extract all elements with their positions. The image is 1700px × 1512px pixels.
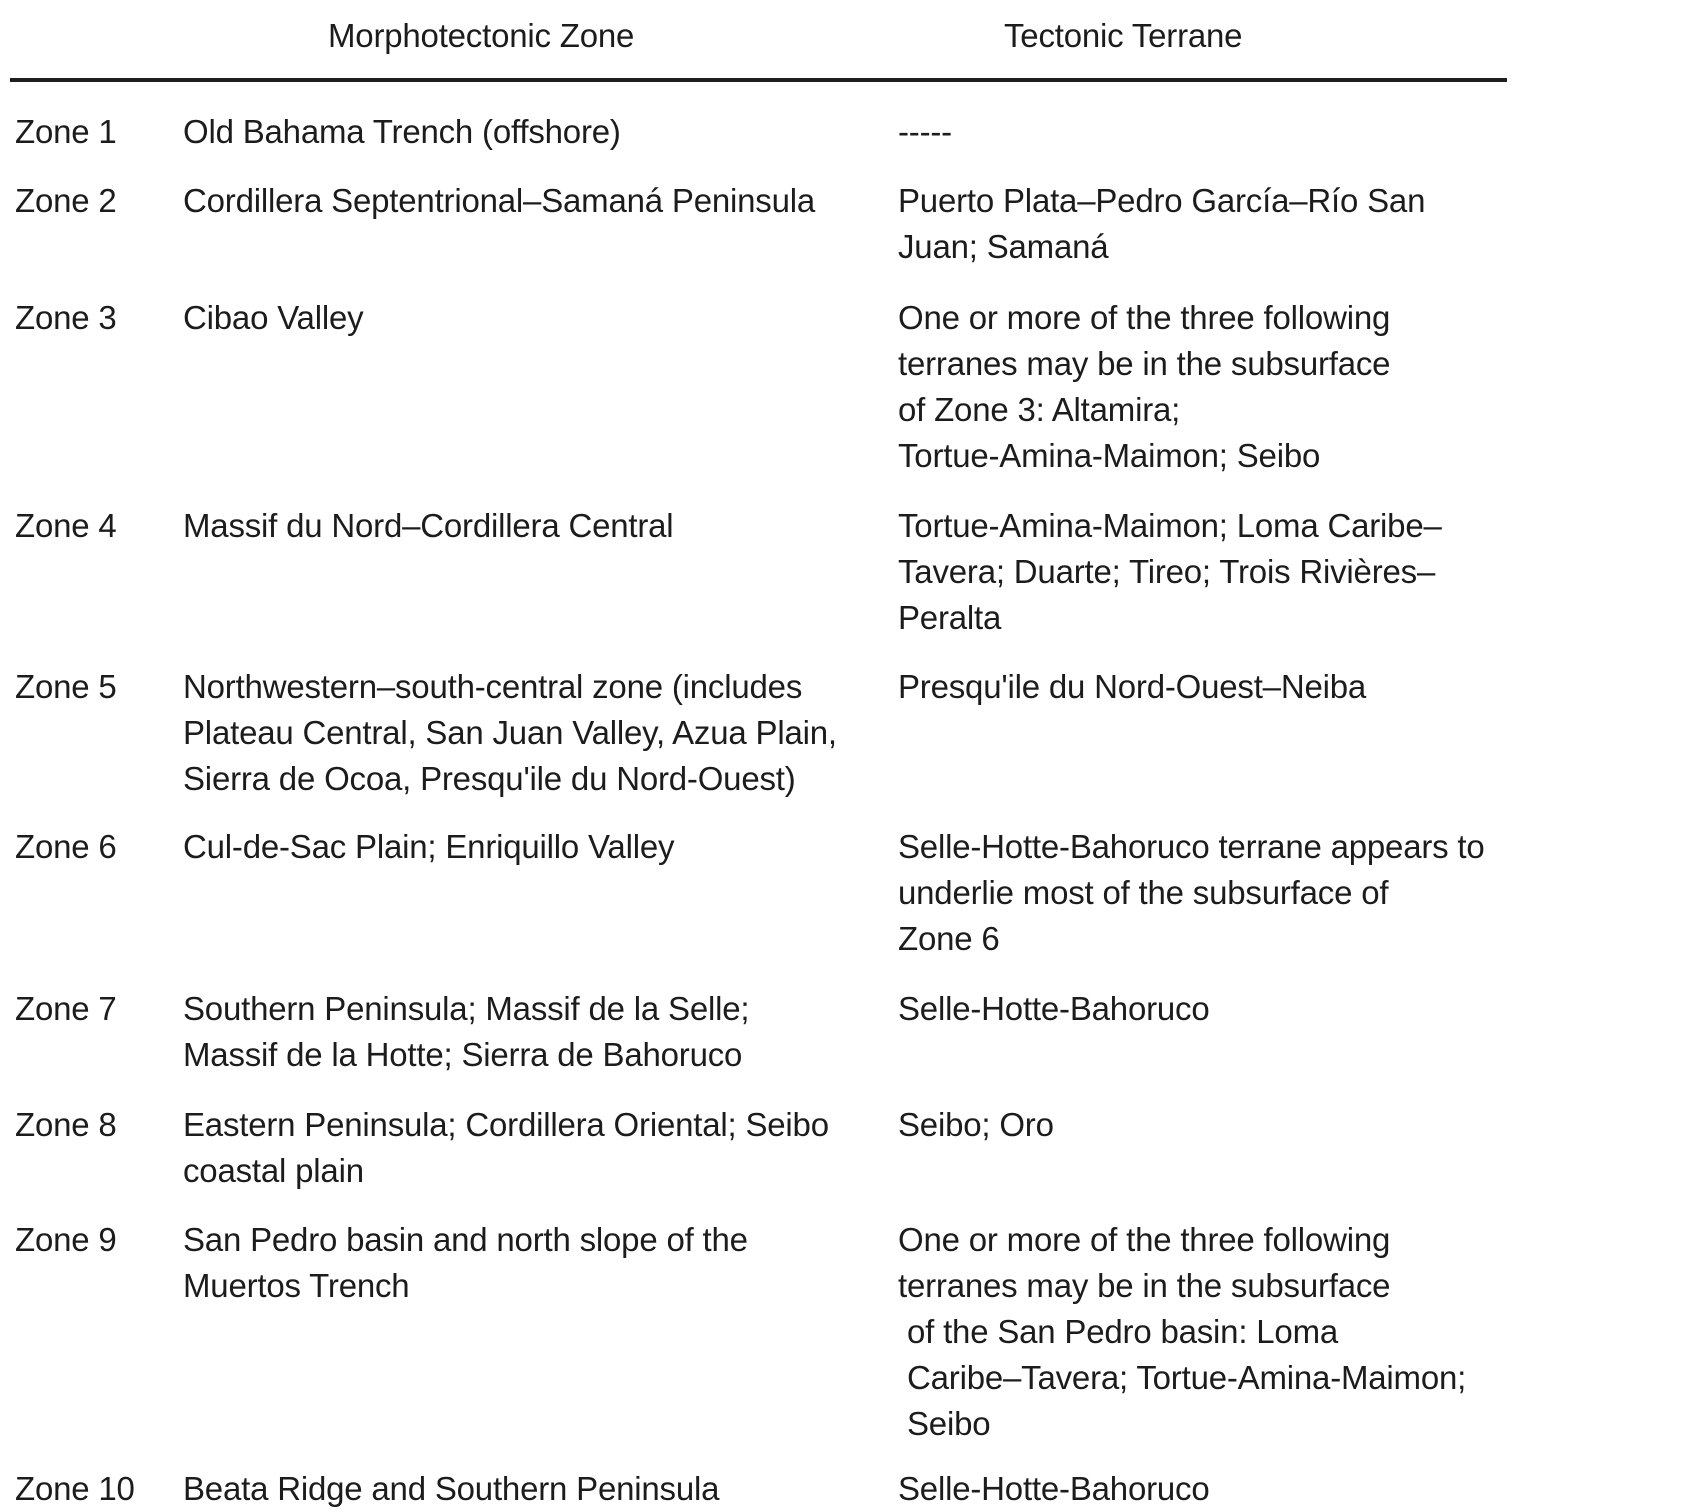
morphotectonic-zone-cell — [183, 1217, 748, 1309]
morphotectonic-zone-cell — [183, 503, 673, 549]
morphotectonic-zone-cell — [183, 664, 837, 802]
tectonic-terrane-cell — [898, 1217, 1466, 1447]
cell-line: Tortue-Amina-Maimon; Seibo — [898, 437, 1321, 474]
tectonic-terrane-cell — [898, 503, 1442, 641]
cell-line: of the San Pedro basin: Loma — [907, 1313, 1339, 1350]
zone-label: Zone 8 — [15, 1106, 117, 1143]
cell-line: Cordillera Septentrional–Samaná Peninsula — [183, 182, 816, 219]
zone-label: Zone 6 — [15, 828, 117, 865]
cell-line: Cul-de-Sac Plain; Enriquillo Valley — [183, 828, 675, 865]
cell-line: terranes may be in the subsurface — [898, 345, 1391, 382]
table-header-morphotectonic-zone: Morphotectonic Zone — [328, 17, 635, 54]
zone-label: Zone 5 — [15, 668, 117, 705]
cell-line: One or more of the three following — [898, 1221, 1391, 1258]
cell-line: Juan; Samaná — [898, 228, 1109, 265]
zone-label: Zone 7 — [15, 990, 117, 1027]
morphotectonic-zone-cell — [183, 1102, 829, 1194]
cell-line: Seibo; Oro — [898, 1106, 1054, 1143]
cell-line: Northwestern–south-central zone (includes — [183, 668, 803, 705]
zone-label: Zone 1 — [15, 113, 117, 150]
cell-line: Eastern Peninsula; Cordillera Oriental; Seibo — [183, 1106, 829, 1143]
cell-line: Caribe–Tavera; Tortue-Amina-Maimon; — [907, 1359, 1467, 1396]
cell-line: of Zone 3: Altamira; — [898, 391, 1181, 428]
cell-line: Peralta — [898, 599, 1002, 636]
tectonic-terrane-cell — [898, 178, 1425, 270]
cell-line: Cibao Valley — [183, 299, 364, 336]
tectonic-terrane-cell — [898, 109, 952, 155]
zone-label: Zone 3 — [15, 299, 117, 336]
tectonic-terrane-cell — [898, 295, 1390, 479]
cell-line: Tavera; Duarte; Tireo; Trois Rivières– — [898, 553, 1436, 590]
tectonic-terrane-cell — [898, 664, 1366, 710]
zone-label: Zone 4 — [15, 507, 117, 544]
cell-line: ----- — [898, 113, 952, 150]
cell-line: Zone 6 — [898, 920, 1000, 957]
tectonic-terrane-cell — [898, 986, 1210, 1032]
zone-label: Zone 9 — [15, 1221, 117, 1258]
tectonic-terrane-cell — [898, 1102, 1054, 1148]
cell-line: Presqu'ile du Nord-Ouest–Neiba — [898, 668, 1367, 705]
morphotectonic-zone-cell — [183, 109, 621, 155]
table-header-tectonic-terrane: Tectonic Terrane — [1004, 17, 1243, 54]
morphotectonic-zone-cell — [183, 295, 363, 341]
cell-line: Puerto Plata–Pedro García–Río San — [898, 182, 1426, 219]
cell-line: Selle-Hotte-Bahoruco terrane appears to — [898, 828, 1485, 865]
header-rule — [10, 78, 1507, 82]
zone-label: Zone 10 — [15, 1470, 135, 1507]
zone-label: Zone 2 — [15, 182, 117, 219]
morphotectonic-zone-cell — [183, 1466, 719, 1512]
cell-line: Plateau Central, San Juan Valley, Azua Plain, — [183, 714, 837, 751]
cell-line: Massif du Nord–Cordillera Central — [183, 507, 674, 544]
cell-line: One or more of the three following — [898, 299, 1391, 336]
morphotectonic-zone-cell — [183, 824, 674, 870]
cell-line: Southern Peninsula; Massif de la Selle; — [183, 990, 750, 1027]
cell-line: Muertos Trench — [183, 1267, 410, 1304]
cell-line: Beata Ridge and Southern Peninsula — [183, 1470, 720, 1507]
cell-line: coastal plain — [183, 1152, 364, 1189]
morphotectonic-zone-cell — [183, 986, 749, 1078]
morphotectonic-zone-cell — [183, 178, 815, 224]
cell-line: San Pedro basin and north slope of the — [183, 1221, 748, 1258]
cell-line: Old Bahama Trench (offshore) — [183, 113, 621, 150]
cell-line: underlie most of the subsurface of — [898, 874, 1389, 911]
cell-line: Tortue-Amina-Maimon; Loma Caribe– — [898, 507, 1442, 544]
tectonic-terrane-cell — [898, 824, 1485, 962]
cell-line: Massif de la Hotte; Sierra de Bahoruco — [183, 1036, 743, 1073]
cell-line: Selle-Hotte-Bahoruco — [898, 1470, 1210, 1507]
cell-line: terranes may be in the subsurface — [898, 1267, 1391, 1304]
cell-line: Seibo — [907, 1405, 991, 1442]
tectonic-terrane-cell — [898, 1466, 1210, 1512]
cell-line: Selle-Hotte-Bahoruco — [898, 990, 1210, 1027]
cell-line: Sierra de Ocoa, Presqu'ile du Nord-Ouest) — [183, 760, 796, 797]
